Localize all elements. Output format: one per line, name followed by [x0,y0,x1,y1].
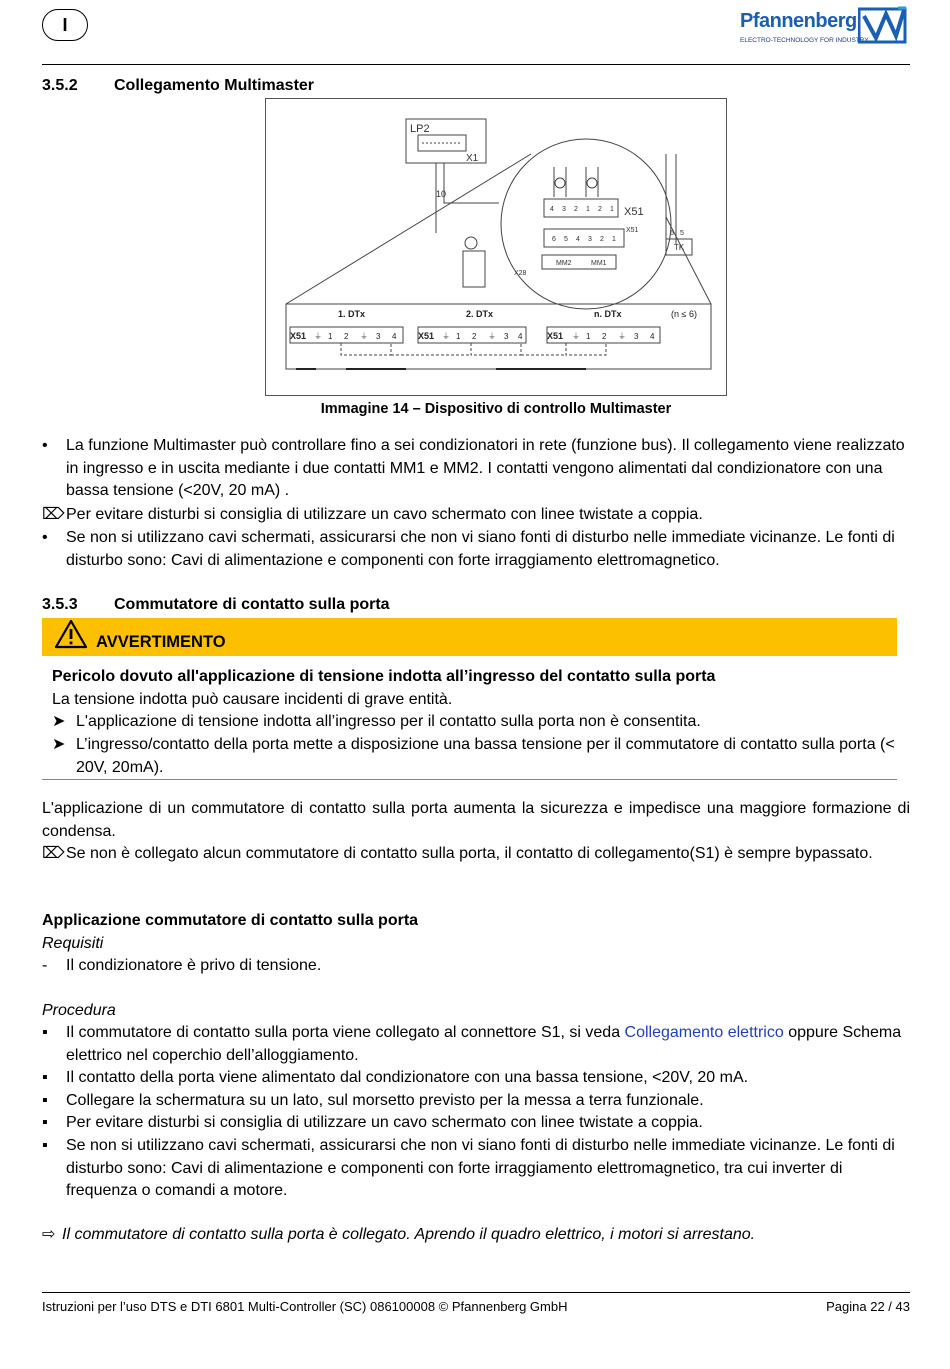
bullet-icon: • [42,529,48,546]
note-text: Per evitare disturbi si consiglia di utilizzare un cavo schermato con linee twistate a coppia. [66,506,703,523]
strip-terminal: ⏚ [442,332,450,341]
step-text-part: oppure Schema elettrico nel coperchio dell’alloggiamento. [66,1024,902,1064]
language-badge: I [42,9,88,41]
warning-heading: Pericolo dovuto all'applicazione di tensione indotta all’ingresso del contatto sulla porta [52,668,716,685]
strip-terminal: ⏚ [314,332,322,341]
x28-label: X28 [514,270,527,277]
note-item [42,843,910,866]
procedure-step [42,1022,910,1067]
requirement-text: Il condizionatore è privo di tensione. [66,957,322,974]
result-line [42,1224,910,1247]
logo-text: Pfannenberg [740,10,857,32]
section-heading-353 [42,596,390,614]
upper-terminal: 3 [562,206,566,213]
pfannenberg-logo [740,6,910,46]
procedure-step [42,1112,910,1135]
arrow-bullet-icon: ➤ [52,713,66,730]
strip-label: X51 [418,331,435,341]
procedure-label: Procedura [42,1002,116,1019]
step-text: Per evitare disturbi si consiglia di utilizzare un cavo schermato con linee twistate a coppia. [66,1114,703,1131]
dtx1-label: 1. DTx [338,309,366,319]
strip-terminal: 1 [456,332,461,341]
strip-terminal: 4 [650,332,655,341]
strip-terminal: 2 [344,332,349,341]
procedure-step [42,1135,910,1203]
strip-label: X51 [290,331,307,341]
lower-terminal: 6 [552,236,556,243]
figure-caption: Immagine 14 – Dispositivo di controllo Multimaster [320,401,672,417]
x51-label: X51 [624,206,644,218]
result-text: Il commutatore di contatto sulla porta è collegato. Aprendo il quadro elettrico, i motori si arrestano. [62,1226,756,1243]
footer-document-info: Istruzioni per l’uso DTS e DTI 6801 Multi-Controller (SC) 086100008 © Pfannenberg GmbH [42,1299,568,1314]
strip-terminal: ⏚ [572,332,580,341]
warning-item-text: L'applicazione di tensione indotta all’ingresso per il contatto sulla porta non è consentita. [76,713,701,730]
strip-terminal: ⏚ [488,332,496,341]
lower-terminal: 1 [612,236,616,243]
square-bullet-icon: ▪ [42,1069,48,1086]
section-title: Commutatore di contatto sulla porta [114,596,390,613]
strip-terminal: ⏚ [360,332,368,341]
footer-page-number: Pagina 22 / 43 [826,1299,910,1314]
lp2-label: LP2 [410,123,430,135]
warning-bottom-rule [42,779,897,780]
warning-text: La tensione indotta può causare incidenti di grave entità. [52,691,453,708]
wiring-diagram [266,99,728,397]
n-limit-label: (n ≤ 6) [671,309,697,319]
logo-mark-icon [858,6,908,44]
upper-terminal: 4 [550,206,554,213]
procedure-step [42,1067,910,1090]
section-number: 3.5.2 [42,77,78,94]
note-hand-icon: ⌦ [42,506,65,523]
step-text: Il contatto della porta viene alimentato dal condizionatore con una bassa tensione, <20V, 20 mA. [66,1069,749,1086]
section-number: 3.5.3 [42,596,78,613]
strip-label: X51 [547,331,564,341]
paragraph: L'applicazione di un commutatore di contatto sulla porta aumenta la sicurezza e impedisce una maggiore formazione di condensa. [42,800,910,840]
strip-terminal: 2 [602,332,607,341]
strip-terminal: 1 [328,332,333,341]
upper-terminal: 1 [610,206,614,213]
arrow-bullet-icon: ➤ [52,736,66,753]
square-bullet-icon: ▪ [42,1114,48,1131]
step-text [66,1022,910,1067]
strip-n-terminals [572,332,655,341]
lower-terminal-numbers [552,236,616,243]
dash-marker: - [42,957,48,974]
dtxn-label: n. DTx [594,309,622,319]
strip-terminal: 4 [392,332,397,341]
strip-terminal: ⏚ [618,332,626,341]
link-electrical-connection[interactable]: Collegamento elettrico [624,1024,784,1041]
requirements-label: Requisiti [42,935,104,952]
step-text: Se non si utilizzano cavi schermati, assicurarsi che non vi siano fonti di disturbo nelle immediate vicinanze. Le fonti di disturbo sono: Cavi di alimentazione e componenti con forte irraggiamento elettromagnetico, tra cui inverter di frequenza o comandi a motore. [66,1137,895,1199]
upper-terminal: 1 [586,206,590,213]
procedure-step [42,1090,910,1113]
mm2-label: MM2 [556,260,572,267]
warning-list-item [52,734,902,779]
application-heading: Applicazione commutatore di contatto sulla porta [42,912,419,929]
section-heading-352 [42,77,314,95]
note-hand-icon: ⌦ [42,845,65,862]
strip-terminal: 4 [518,332,523,341]
upper-terminal: 2 [598,206,602,213]
x51-small-label: X51 [626,227,639,234]
warning-triangle-icon [54,619,88,649]
upper-terminal-numbers [550,206,614,213]
strip-terminal: 3 [504,332,509,341]
bullet-text: Se non si utilizzano cavi schermati, assicurarsi che non vi siano fonti di disturbo nelle immediate vicinanze. Le fonti di disturbo sono: Cavi di alimentazione e componenti con forte irraggiamento elettromagnetico. [66,529,895,569]
lower-terminal: 4 [576,236,580,243]
strip-terminal: 3 [376,332,381,341]
logo-subtitle: ELECTRO-TECHNOLOGY FOR INDUSTRY [740,37,869,44]
list-item [42,527,910,572]
square-bullet-icon: ▪ [42,1024,48,1041]
step-text-part: Il commutatore di contatto sulla porta viene collegato al connettore S1, si veda [66,1024,625,1041]
square-bullet-icon: ▪ [42,1092,48,1109]
warning-list-item [52,711,902,734]
mm1-label: MM1 [591,260,607,267]
strip-terminal: 3 [634,332,639,341]
bullet-text: La funzione Multimaster può controllare fino a sei condizionatori in rete (funzione bus). Il collegamento viene realizzato in ingresso e in uscita mediante i due contatti MM1 e MM2. I contatti vengono alimentati dal condizionatore con una bassa tensione (<20V, 20 mA) . [66,437,905,499]
list-item [42,435,910,503]
warning-title: AVVERTIMENTO [96,633,226,651]
strip-terminal: 1 [586,332,591,341]
multimaster-diagram [265,98,727,396]
requirement-item [42,955,910,978]
dtx2-label: 2. DTx [466,309,494,319]
note-text: Se non è collegato alcun commutatore di contatto sulla porta, il contatto di collegamento(S1) è sempre bypassato. [66,845,873,862]
square-bullet-icon: ▪ [42,1137,48,1154]
section-title: Collegamento Multimaster [114,77,315,94]
x1-label: X1 [466,153,479,164]
upper-terminal: 2 [574,206,578,213]
strip-terminal: 2 [472,332,477,341]
right-terminal: 6 [670,230,674,237]
result-arrow-icon: ⇨ [42,1226,56,1243]
header-rule [42,64,910,65]
step-text: Collegare la schermatura su un lato, sul morsetto previsto per la messa a terra funzionale. [66,1092,704,1109]
warning-item-text: L’ingresso/contatto della porta mette a disposizione una bassa tensione per il commutatore di contatto sulla porta (< 20V, 20mA). [76,736,895,776]
strip-1-terminals [314,332,397,341]
right-terminal: 5 [680,230,684,237]
label-10: 10 [436,189,447,199]
footer-rule [42,1292,910,1293]
note-item [42,504,910,527]
lower-terminal: 5 [564,236,568,243]
tk-label: TK [674,243,685,252]
bullet-icon: • [42,437,48,454]
strip-2-terminals [442,332,523,341]
lower-terminal: 2 [600,236,604,243]
lower-terminal: 3 [588,236,592,243]
